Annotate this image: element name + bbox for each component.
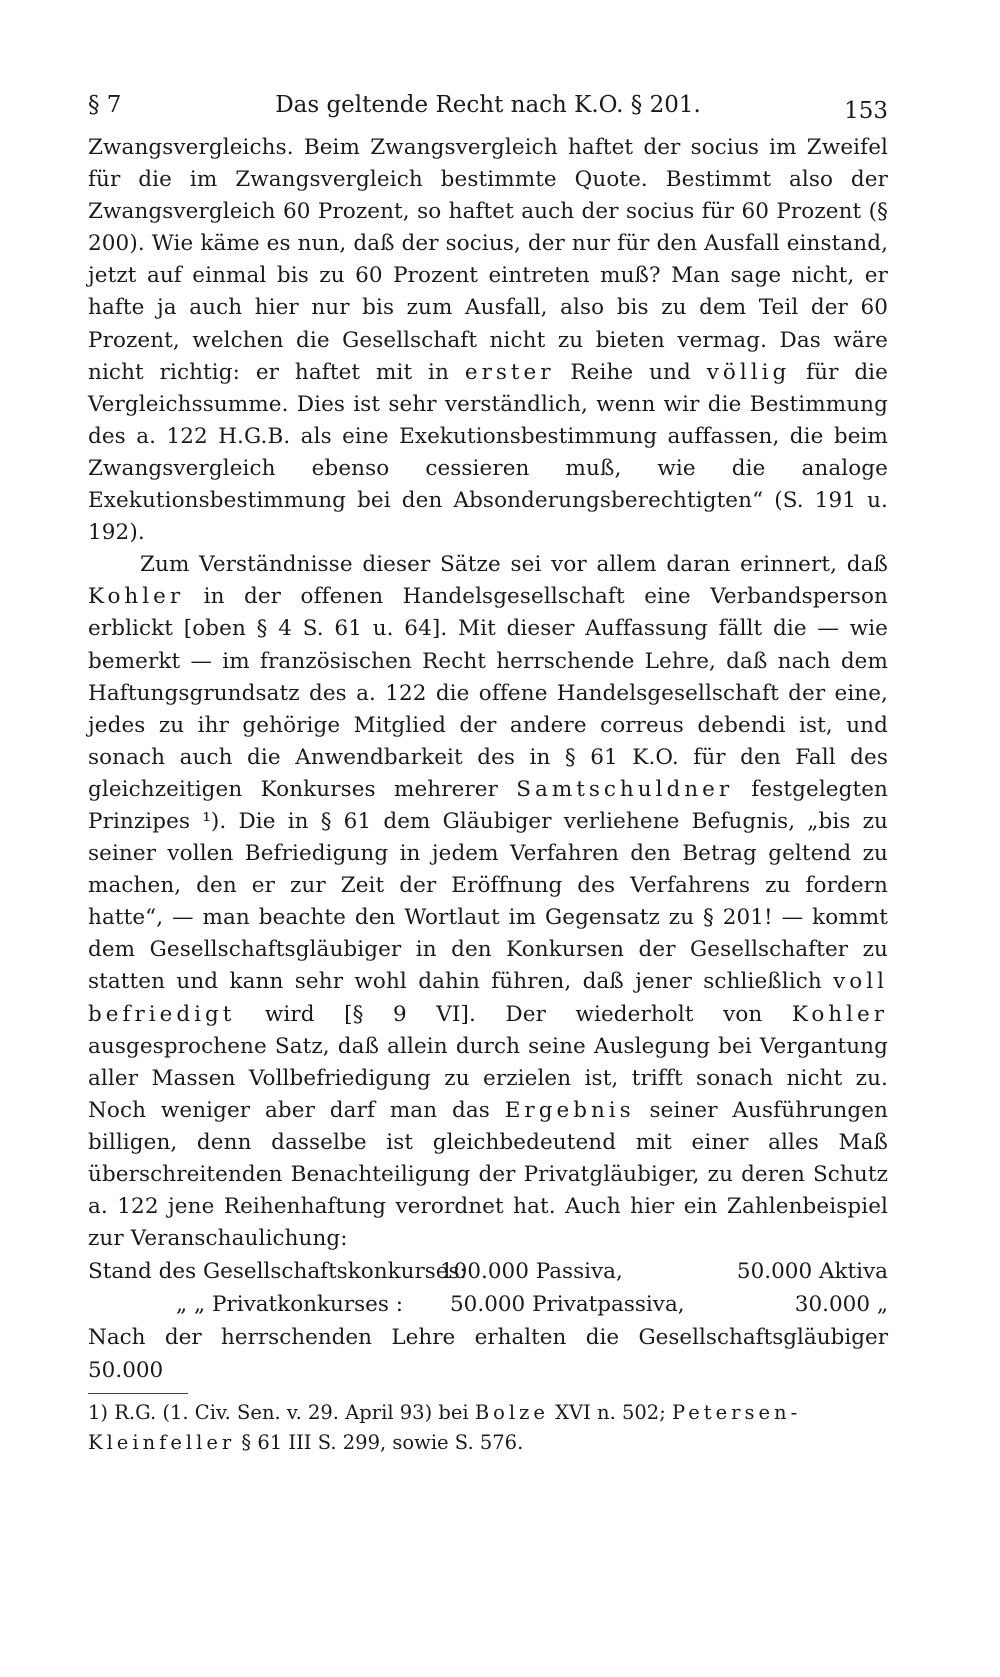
- footnote: [88, 1398, 888, 1458]
- text-run: festgelegten Prinzipes ¹). Die in § 61 dem Gläubiger verliehene Befugnis, „bis zu seiner vollen Befriedigung in jedem Verfahren den Betrag geltend zu machen, den er zur Zeit der Eröffnung des Verfahrens zu fordern hatte“, — man beachte den Wortlaut im Gegensatz zu § 201! — kommt dem Gesellschaftsgläubiger in den Konkursen der Gesellschafter zu statten und kann sehr wohl dahin führen, daß jener schließlich: [88, 776, 888, 995]
- text-run: Zwangsvergleichs. Beim Zwangsvergleich haftet der socius im Zweifel für die im Zwangsvergleich bestimmte Quote. Bestimmt also der Zwangsvergleich 60 Prozent, so haftet auch der socius für 60 Prozent (§ 200). Wie käme es nun, daß der socius, der nur für den Ausfall einstand, jetzt auf einmal bis zu 60 Prozent eintreten muß? Man sage nicht, er hafte ja auch hier nur bis zum Ausfall, also bis zu dem Teil der 60 Prozent, welchen die Gesellschaft nicht zu bieten vermag. Das wäre nicht richtig: er haftet mit in: [88, 135, 888, 385]
- text-run: seiner Ausführungen billigen, denn dasselbe ist gleichbedeutend mit einer alles Maß überschreitenden Benachteiligung der Privatgläubiger, zu deren Schutz a. 122 jene Reihenhaftung verordnet hat. Auch hier ein Zahlenbeispiel zur Veranschaulichung:: [88, 1097, 888, 1252]
- table-row-passiva: 50.000 Privatpassiva,: [450, 1292, 685, 1318]
- text-run: in der offenen Handelsgesellschaft eine Verbandsperson erblickt [oben § 4 S. 61 u. 64]. Mit dieser Auffassung fällt die — wie bemerkt — im französischen Recht herrschende Lehre, daß nach dem Haftungsgrundsatz des a. 122 die offene Handelsgesellschaft der eine, jedes zu ihr gehörige Mitglied der andere correus debendi ist, und sonach auch die Anwendbarkeit des in § 61 K.O. für den Fall des gleichzeitigen Konkurses mehrerer: [88, 584, 888, 802]
- text-run: XVI n. 502;: [548, 1401, 672, 1425]
- spaced-emphasis: Petersen-Kleinfeller: [88, 1401, 802, 1455]
- text-run: für die Vergleichssumme. Dies ist sehr verständlich, wenn wir die Bestimmung des a. 122 H.G.B. als eine Exekutionsbestimmung auffassen, die beim Zwangsvergleich ebenso cessieren muß, wie die analoge Exekutionsbestimmung bei den Absonderungsberechtigten“ (S. 191 u. 192).: [88, 359, 888, 546]
- spaced-emphasis: erster: [464, 359, 555, 385]
- spaced-emphasis: Ergebnis: [504, 1097, 635, 1123]
- table-row: [88, 1288, 888, 1321]
- spaced-emphasis: Kohler: [791, 1001, 888, 1027]
- spaced-emphasis: Kohler: [88, 584, 185, 610]
- spaced-emphasis: voll befriedigt: [88, 969, 888, 1027]
- paragraph: [88, 132, 888, 549]
- continuation-line: Nach der herrschenden Lehre erhalten die Gesellschaftsgläubiger 50.000: [88, 1325, 888, 1384]
- table-row-label: Stand des Gesellschaftskonkurses:: [88, 1259, 467, 1285]
- table-row-label: „ „ Privatkonkurses :: [176, 1292, 404, 1318]
- text-run: ausgesprochene Satz, daß allein durch seine Auslegung bei Vergantung aller Massen Vollbefriedigung zu erzielen ist, trifft sonach nicht zu. Noch weniger aber darf man das: [88, 1033, 888, 1123]
- table-row-aktiva: 30.000 „: [794, 1292, 888, 1318]
- text-run: 1) R.G. (1. Civ. Sen. v. 29. April 93) bei: [88, 1401, 475, 1425]
- footnotes: [88, 1398, 888, 1458]
- text-run: wird [§ 9 VI]. Der wiederholt von: [235, 1001, 792, 1027]
- spaced-emphasis: Samtschuldner: [516, 776, 734, 802]
- table-row-aktiva: 50.000 Aktiva: [736, 1259, 888, 1285]
- table-row-passiva: 100.000 Passiva,: [440, 1259, 623, 1285]
- paragraph: [88, 549, 888, 1255]
- page-header: [88, 92, 888, 132]
- text-run: § 61 III S. 299, sowie S. 576.: [235, 1431, 524, 1455]
- section-marker: § 7: [88, 92, 122, 118]
- footnote-rule: [88, 1393, 188, 1394]
- spaced-emphasis: völlig: [706, 359, 791, 385]
- text-run: Reihe und: [554, 359, 707, 385]
- body-text: [88, 132, 888, 1255]
- example-table: [88, 1255, 888, 1321]
- running-title: Das geltende Recht nach K.O. § 201.: [275, 92, 701, 118]
- page: [88, 92, 888, 1458]
- spaced-emphasis: Bolze: [474, 1401, 549, 1425]
- page-number: 153: [844, 98, 888, 124]
- text-run: Zum Verständnisse dieser Sätze sei vor allem daran erinnert, daß: [140, 552, 888, 578]
- table-row: [88, 1255, 888, 1288]
